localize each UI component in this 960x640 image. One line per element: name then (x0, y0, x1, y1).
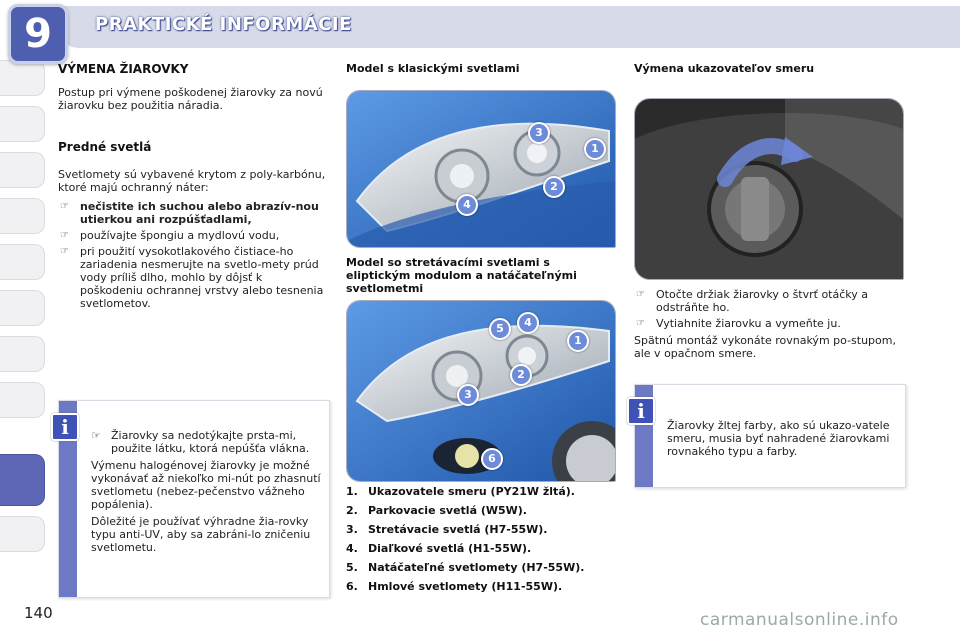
chapter-tab[interactable] (0, 382, 45, 418)
turn-signal-steps (634, 288, 910, 366)
headlamp-text: Svetlomety sú vybavené krytom z poly-karbónu, ktoré majú ochranný náter: (58, 168, 326, 194)
headlamp-classic-photo (346, 90, 616, 248)
marker-2: 2 (543, 175, 565, 198)
info-item: Výmenu halogénovej žiarovky je možné vykonávať až niekoľko mi-nút po zhasnutí svetlometu (nebez-pečenstvo vážneho popálenia). (91, 459, 321, 511)
care-bullets (58, 200, 328, 310)
marker-6: 6 (481, 447, 503, 470)
hand-pointer-icon: ☞ (636, 318, 645, 329)
list-item: 1. Ukazovatele smeru (PY21W žltá). (346, 485, 575, 498)
info-icon: i (627, 397, 655, 425)
hand-pointer-icon: ☞ (636, 289, 645, 300)
reassembly-text: Spätnú montáž vykonáte rovnakým po-stupom, ale v opačnom smere. (634, 334, 896, 360)
info-item: Dôležité je používať výhradne žia-rovky typu anti-UV, aby sa zabráni-lo zničeniu svetlometu. (91, 515, 311, 554)
column-left (58, 62, 328, 313)
bulb-type-list (346, 485, 626, 599)
list-item: ☞ pri použití vysokotlakového čistiace-ho zariadenia nesmerujte na svetlo-mety prúd vody príliš dlho, mohlo by dôjsť k poškodeniu ochrannej vrstvy alebo tesnenia svetlometov. (60, 245, 324, 310)
page-number: 140 (24, 604, 53, 622)
column-right (634, 62, 910, 75)
section-title: VÝMENA ŽIAROVKY (58, 62, 189, 76)
info-content: Žiarovky žltej farby, ako sú ukazo-vatele smeru, musia byť nahradené žiarovkami rovnakého typu a farby. (667, 419, 890, 458)
chapter-tab-active[interactable] (0, 454, 45, 506)
marker-1: 1 (584, 137, 606, 160)
marker-2: 2 (510, 363, 532, 386)
chapter-tab[interactable] (0, 60, 45, 96)
chapter-tab[interactable] (0, 106, 45, 142)
hand-pointer-icon: ☞ (91, 429, 101, 442)
hand-pointer-icon: ☞ (60, 230, 69, 241)
chapter-badge: 9 (8, 4, 68, 64)
info-box-yellow-bulbs (634, 384, 906, 488)
marker-4: 4 (517, 311, 539, 334)
watermark: carmanualsonline.info (700, 610, 899, 630)
info-content (91, 429, 321, 558)
info-item: ☞ Žiarovky sa nedotýkajte prsta-mi, použite látku, ktorá nepúšťa vlákna. (91, 429, 310, 455)
marker-1: 1 (567, 329, 589, 352)
list-item: ☞ nečistite ich suchou alebo abrazív-nou utierkou ani rozpúšťadlami, (60, 200, 319, 226)
intro-text: Postup pri výmene poškodenej žiarovky za novú žiarovku bez použitia náradia. (58, 86, 323, 112)
list-item: 2. Parkovacie svetlá (W5W). (346, 504, 527, 517)
hand-pointer-icon: ☞ (60, 201, 69, 212)
list-item: 5. Natáčateľné svetlomety (H7-55W). (346, 561, 585, 574)
chapter-tabs (0, 60, 46, 580)
turn-signal-bullets (634, 288, 910, 330)
chapter-tab[interactable] (0, 290, 45, 326)
headlamp-elliptic-photo (346, 300, 616, 482)
info-box-bulb-handling (58, 400, 330, 598)
photo2-caption: Model so stretávacími svetlami s eliptickým modulom a natáčateľnými svetlometmi (346, 256, 577, 295)
headlamp-classic-illustration (347, 91, 615, 247)
column-middle (346, 62, 616, 75)
marker-3: 3 (457, 383, 479, 406)
photo2-caption-wrap (346, 256, 608, 295)
chapter-tab[interactable] (0, 244, 45, 280)
turn-signal-photo (634, 98, 904, 280)
list-item: ☞ používajte špongiu a mydlovú vodu, (60, 229, 280, 242)
list-item: ☞ Vytiahnite žiarovku a vymeňte ju. (636, 317, 841, 330)
subsection-title: Predné svetlá (58, 140, 152, 154)
photo3-caption: Výmena ukazovateľov smeru (634, 62, 815, 75)
list-item: 4. Diaľkové svetlá (H1-55W). (346, 542, 532, 555)
turn-signal-illustration (635, 99, 903, 279)
page-title: PRAKTICKÉ INFORMÁCIE (95, 14, 352, 35)
chapter-tab[interactable] (0, 336, 45, 372)
photo1-caption: Model s klasickými svetlami (346, 62, 520, 75)
marker-3: 3 (528, 121, 550, 144)
chapter-tab[interactable] (0, 516, 45, 552)
chapter-tab[interactable] (0, 198, 45, 234)
marker-5: 5 (489, 317, 511, 340)
list-item: 3. Stretávacie svetlá (H7-55W). (346, 523, 548, 536)
list-item: ☞ Otočte držiak žiarovky o štvrť otáčky a odstráňte ho. (636, 288, 869, 314)
info-icon: i (51, 413, 79, 441)
list-item: 6. Hmlové svetlomety (H11-55W). (346, 580, 563, 593)
chapter-tab[interactable] (0, 152, 45, 188)
hand-pointer-icon: ☞ (60, 246, 69, 257)
marker-4: 4 (456, 193, 478, 216)
